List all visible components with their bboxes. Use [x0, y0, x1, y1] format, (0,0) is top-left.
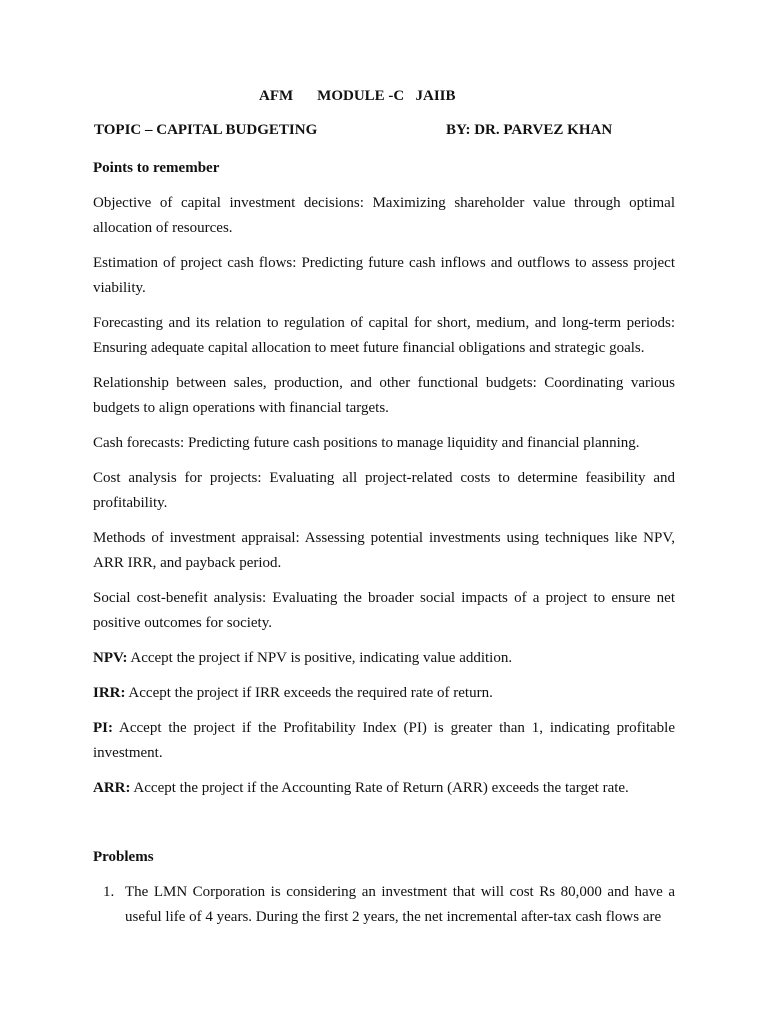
point-paragraph: Objective of capital investment decisions: Maximizing shareholder value through optimal allocation of resources. — [93, 195, 675, 236]
rule-npv — [93, 646, 675, 671]
heading-module: MODULE -C JAIIB — [317, 88, 456, 104]
problem-text: The LMN Corporation is considering an investment that will cost Rs 80,000 and have a useful life of 4 years. During the first 2 years, the net incremental after-tax cash flows are — [125, 884, 675, 925]
rule-term: ARR: — [93, 780, 131, 796]
point-paragraph: Relationship between sales, production, and other functional budgets: Coordinating various budgets to align operations with financial targets. — [93, 375, 675, 416]
section-spacer — [93, 811, 675, 845]
rule-pi — [93, 716, 675, 766]
rule-text: Accept the project if NPV is positive, indicating value addition. — [127, 650, 513, 666]
point-paragraph: Estimation of project cash flows: Predicting future cash inflows and outflows to assess project viability. — [93, 255, 675, 296]
point-paragraph: Cost analysis for projects: Evaluating all project-related costs to determine feasibility and profitability. — [93, 470, 675, 511]
author-byline: BY: DR. PARVEZ KHAN — [446, 122, 613, 138]
rule-text: Accept the project if IRR exceeds the required rate of return. — [125, 685, 493, 701]
points-heading: Points to remember — [93, 160, 220, 176]
rule-term: NPV: — [93, 650, 128, 666]
problems-list — [93, 880, 675, 930]
point-paragraph: Social cost-benefit analysis: Evaluating the broader social impacts of a project to ensure net positive outcomes for society. — [93, 590, 675, 631]
rule-term: IRR: — [93, 685, 126, 701]
rule-arr — [93, 776, 675, 801]
document-body — [93, 156, 675, 930]
point-paragraph: Forecasting and its relation to regulation of capital for short, medium, and long-term periods: Ensuring adequate capital allocation to meet future financial obligations and strategic goals. — [93, 315, 675, 356]
rule-irr — [93, 681, 675, 706]
topic-title: TOPIC – CAPITAL BUDGETING — [94, 122, 318, 138]
problem-number: 1. — [103, 884, 115, 900]
document-heading — [259, 88, 456, 105]
heading-afm: AFM — [259, 88, 294, 104]
point-paragraph: Methods of investment appraisal: Assessing potential investments using techniques like NPV, ARR IRR, and payback period. — [93, 530, 675, 571]
rule-text: Accept the project if the Profitability Index (PI) is greater than 1, indicating profitable investment. — [93, 720, 675, 761]
problems-heading: Problems — [93, 849, 154, 865]
rule-term: PI: — [93, 720, 113, 736]
rule-text: Accept the project if the Accounting Rate of Return (ARR) exceeds the target rate. — [130, 780, 629, 796]
point-paragraph: Cash forecasts: Predicting future cash positions to manage liquidity and financial planning. — [93, 435, 640, 451]
problem-item — [93, 880, 675, 930]
